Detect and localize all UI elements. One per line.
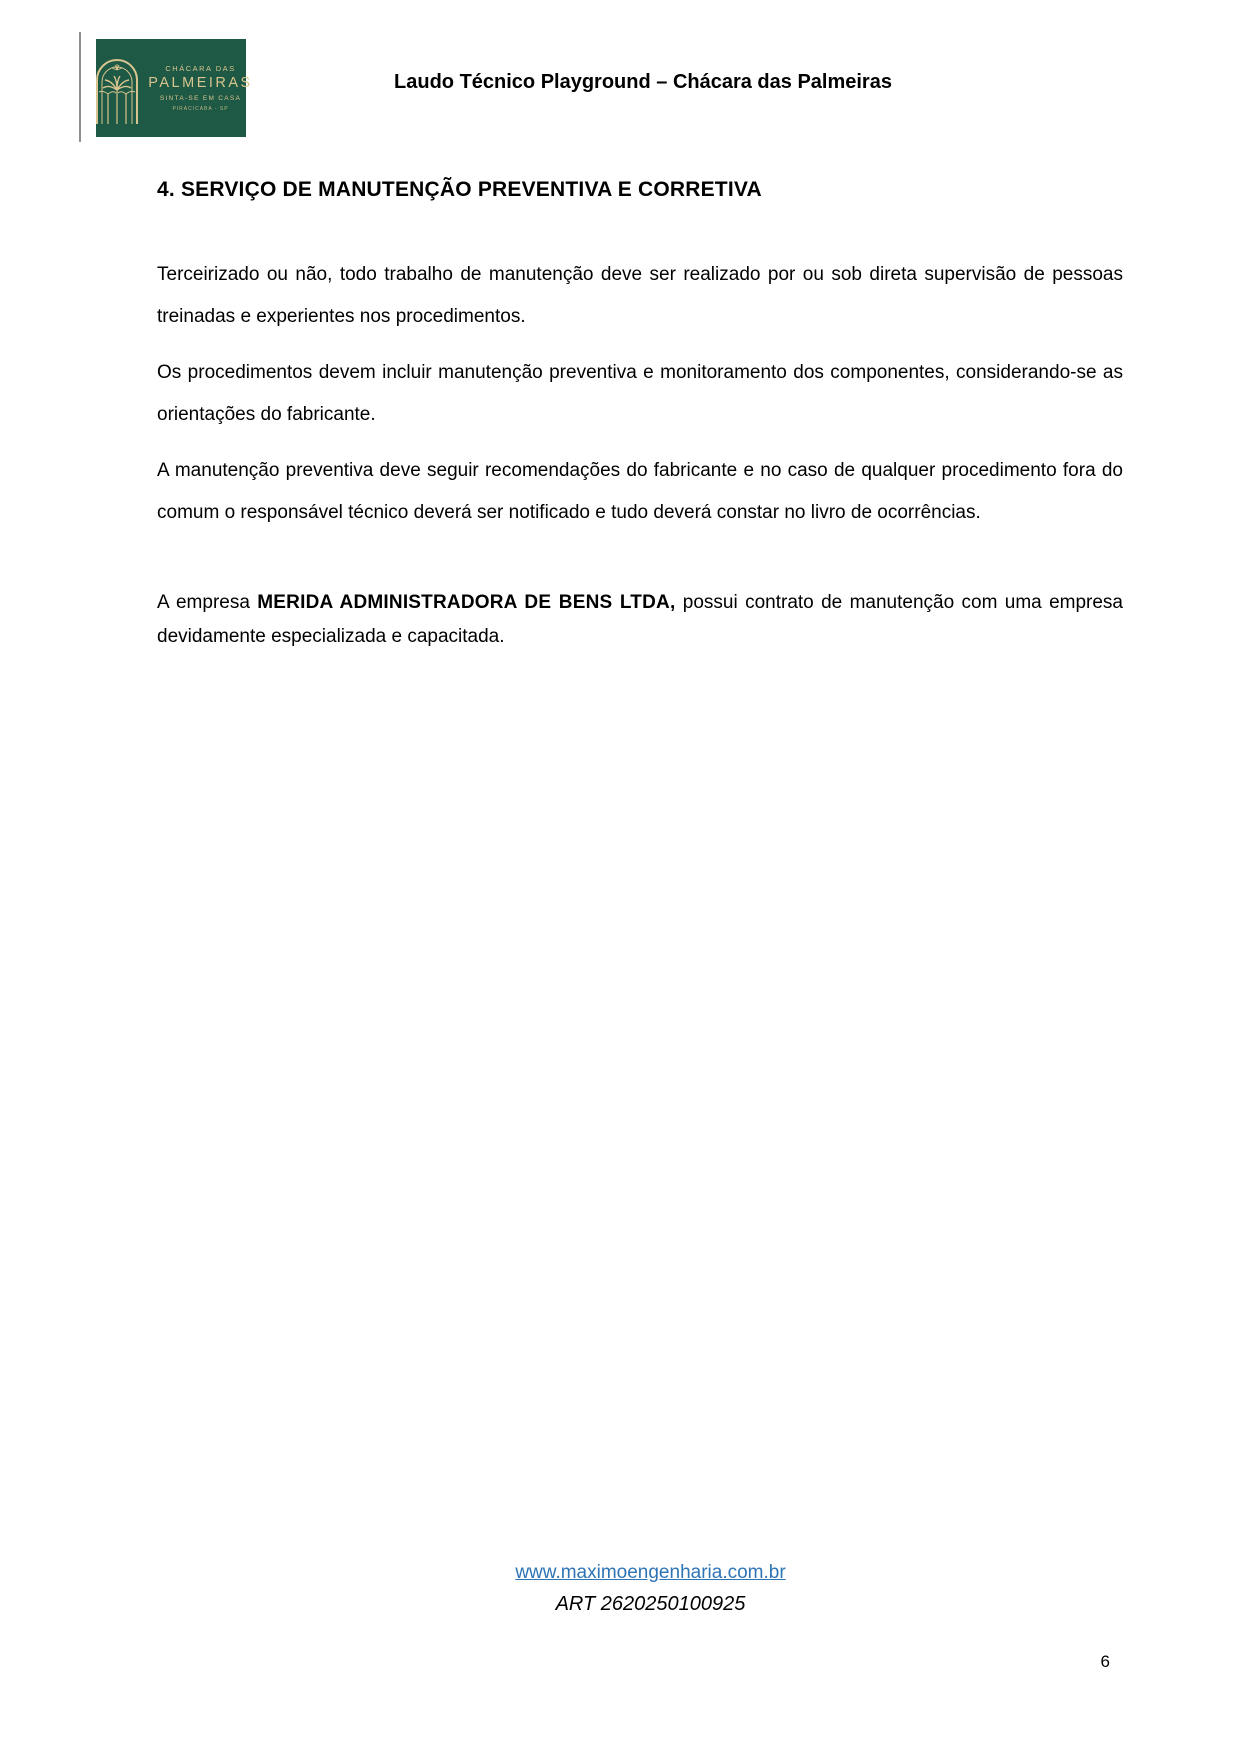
document-header-title: Laudo Técnico Playground – Chácara das Palmeiras [394,71,892,93]
document-body [157,176,1123,668]
company-name-bold: MERIDA ADMINISTRADORA DE BENS LTDA, [257,592,676,613]
logo-name-main: PALMEIRAS [148,74,253,91]
closing-suffix: possui contrato de manutenção com uma empresa devidamente especializada e capacitada. [157,592,1123,647]
logo-tagline: SINTA-SE EM CASA [159,95,242,103]
palm-arch-icon [91,46,143,131]
paragraph-maintenance-supervision: Terceirizado ou não, todo trabalho de manutenção deve ser realizado por ou sob direta supervisão de pessoas treinadas e experientes nos procedimentos. [157,264,1123,327]
footer-art-number: ART 2620250100925 [555,1593,746,1615]
paragraph-company-contract [157,586,1123,654]
page-footer [60,1558,1241,1620]
header-divider-rule [79,32,81,142]
logo-location: PIRACICABA - SP [172,106,229,113]
closing-prefix: A empresa [157,592,258,613]
paragraph-procedures: Os procedimentos devem incluir manutenção preventiva e monitoramento dos componentes, considerando-se as orientações do fabricante. [157,362,1123,425]
page-number: 6 [1100,1652,1110,1671]
paragraph-preventive-recommendations: A manutenção preventiva deve seguir recomendações do fabricante e no caso de qualquer procedimento fora do comum o responsável técnico deverá ser notificado e tudo deverá constar no livro de ocorrências. [157,460,1123,523]
logo-name-top: CHÁCARA DAS [165,63,236,73]
footer-website-link[interactable]: www.maximoengenharia.com.br [515,1562,786,1583]
section-heading: 4. SERVIÇO DE MANUTENÇÃO PREVENTIVA E CORRETIVA [157,178,762,201]
